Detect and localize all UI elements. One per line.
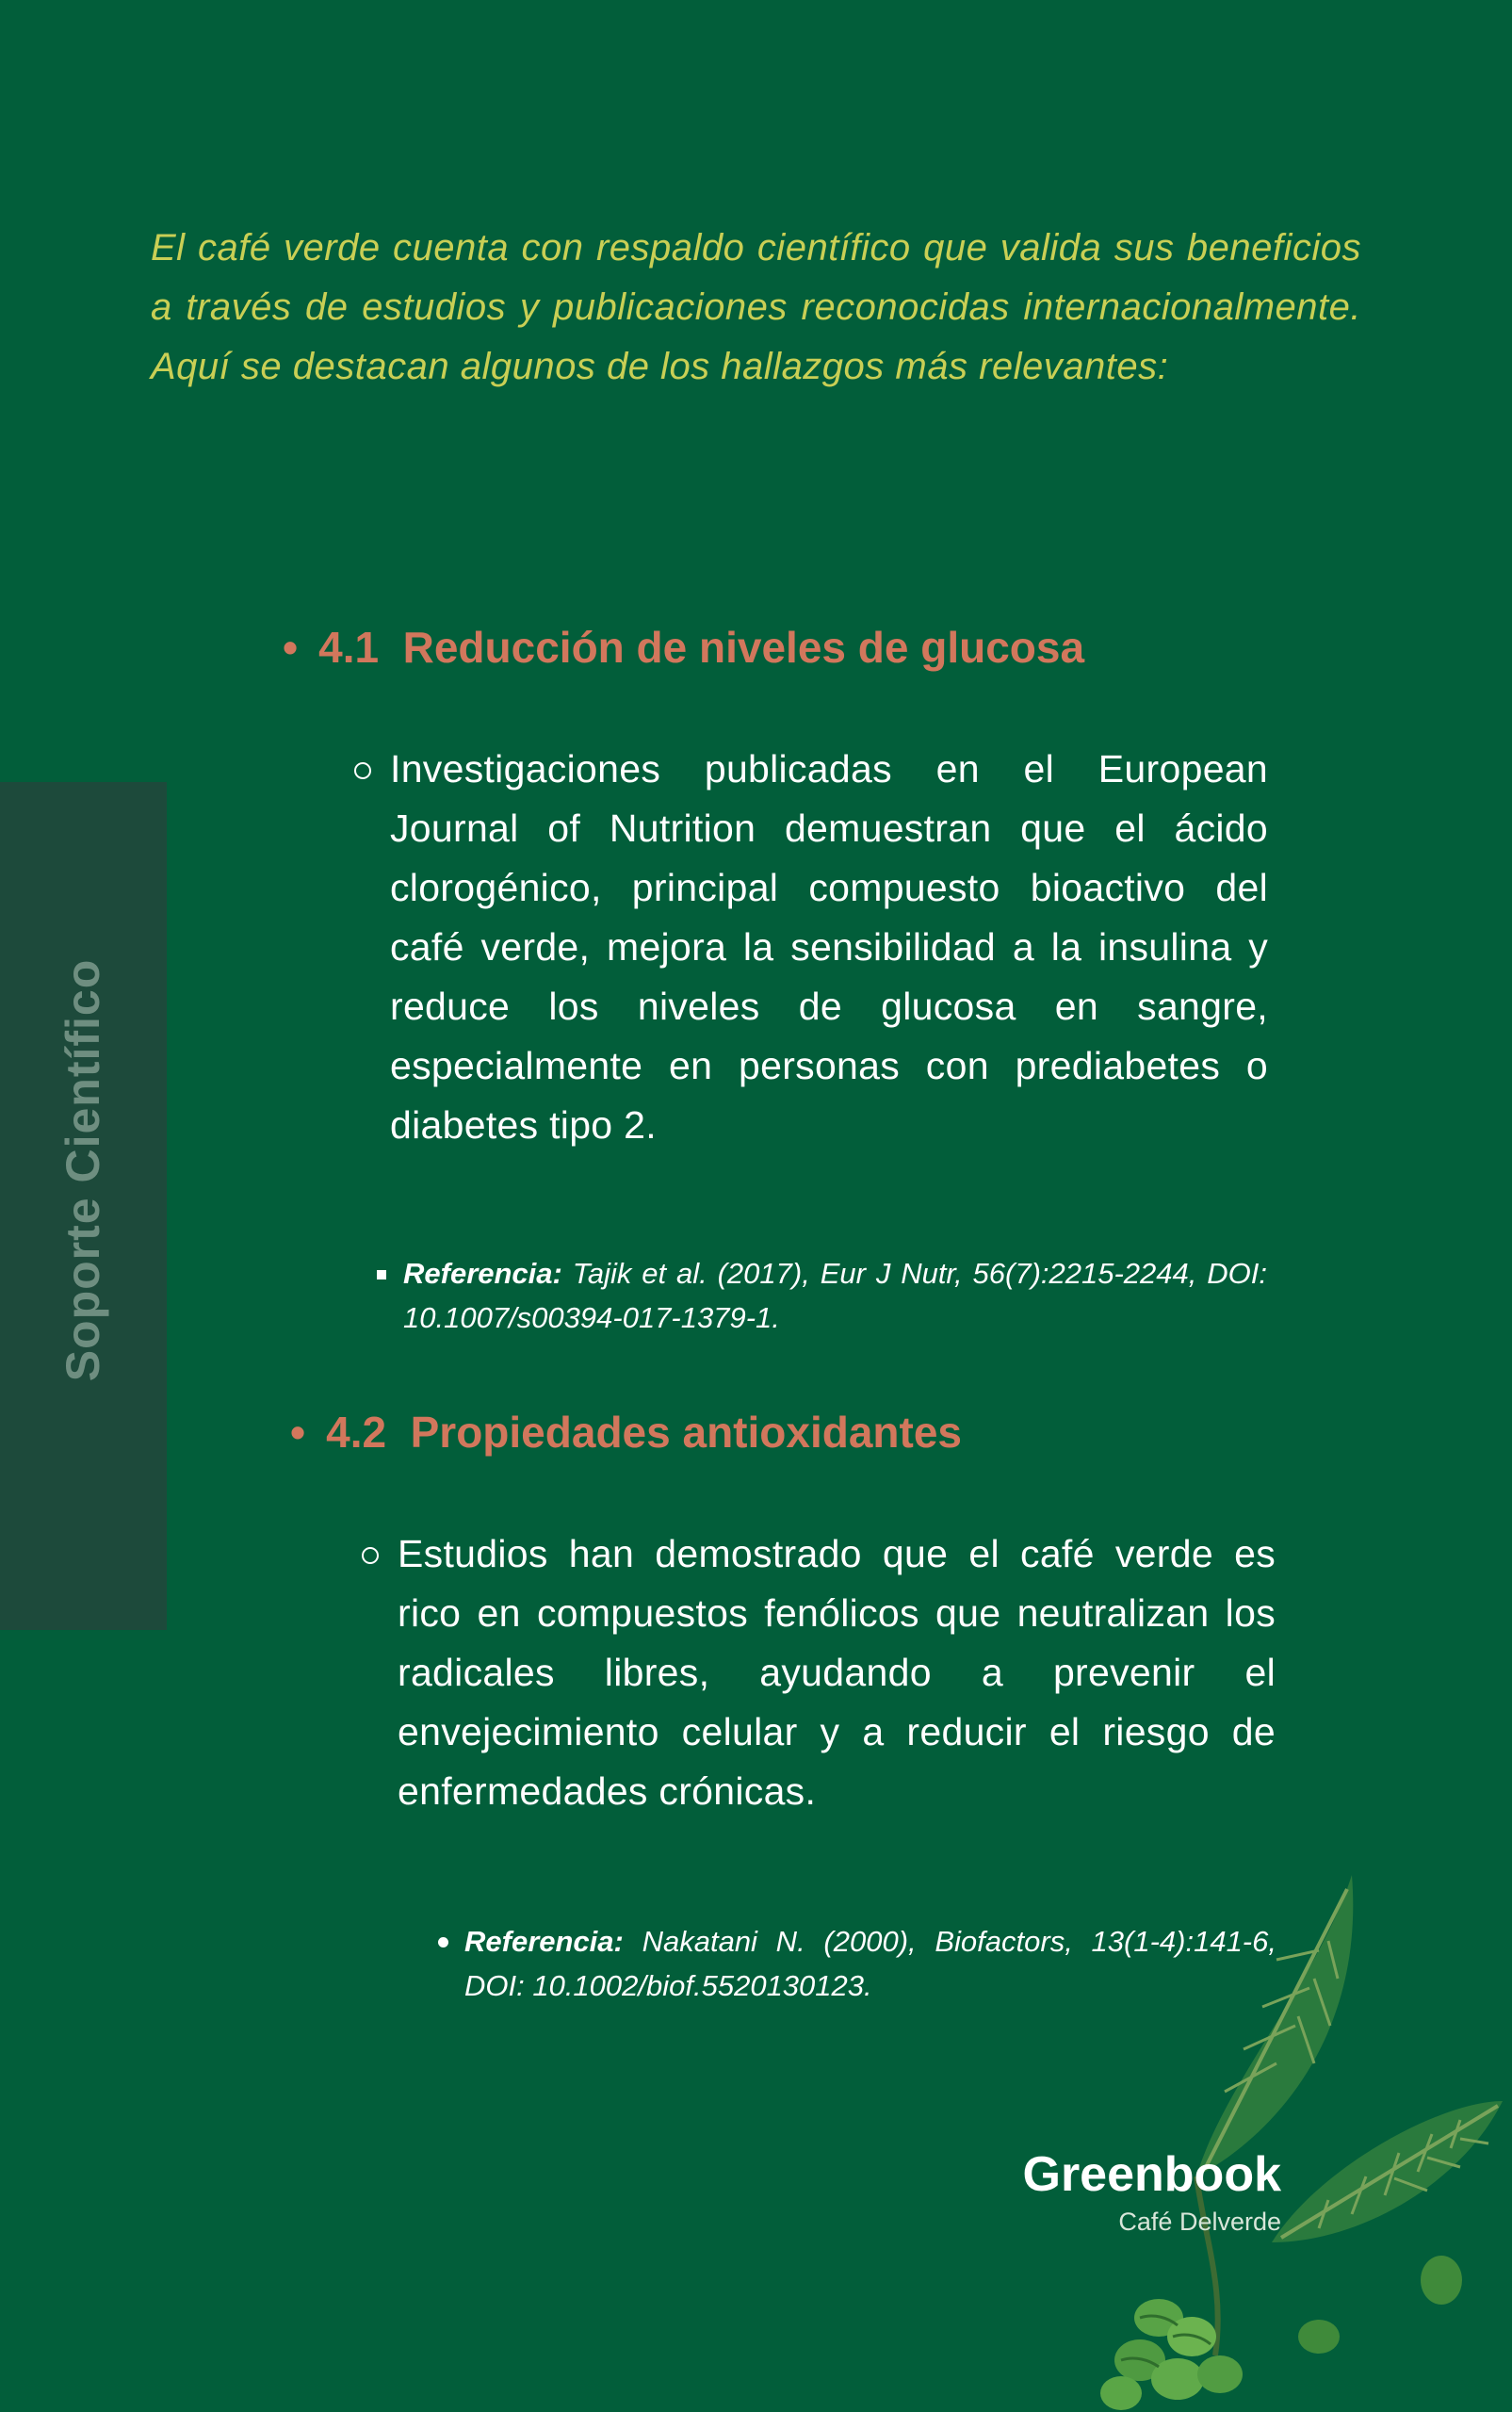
- reference-text: Nakatani N. (2000), Biofactors, 13(1-4):141-6, DOI: 10.1002/biof.5520130123.: [464, 1925, 1276, 2002]
- square-bullet: [377, 1270, 386, 1279]
- section-body-4-2: [362, 1524, 1276, 1821]
- reference-label: Referencia:: [403, 1257, 562, 1290]
- circle-bullet: [362, 1547, 379, 1564]
- brand-name: Greenbook: [1022, 2147, 1281, 2202]
- intro-paragraph: El café verde cuenta con respaldo científico que valida sus beneficios a través de estudios y publicaciones reconocidas internacionalmente. Aquí se destacan algunos de los hallazgos más relevantes:: [151, 227, 1361, 387]
- section-title: Propiedades antioxidantes: [410, 1408, 963, 1457]
- section-title: Reducción de niveles de glucosa: [402, 623, 1085, 672]
- brand-subtitle: Café Delverde: [1118, 2208, 1281, 2236]
- section-number: 4.2: [326, 1408, 387, 1457]
- reference-4-1: [377, 1251, 1267, 1340]
- leaf-icon-lower: [1272, 2101, 1503, 2242]
- circle-bullet: [354, 762, 371, 779]
- coffee-leaf-illustration: [1083, 1866, 1512, 2412]
- section-body-4-1: [354, 740, 1268, 1155]
- section-heading-4-1: [283, 622, 1084, 673]
- coffee-bean-icons: [1100, 2256, 1462, 2410]
- section-number: 4.1: [318, 623, 380, 672]
- section-heading-4-2: [290, 1407, 962, 1458]
- reference-label: Referencia:: [464, 1925, 624, 1958]
- leaf-icon-upper: [1196, 1875, 1353, 2176]
- body-text: Estudios han demostrado que el café verde es rico en compuestos fenólicos que neutralizan los radicales libres, ayudando a prevenir el envejecimiento celular y a reducir el riesgo de enfermedades crónicas.: [398, 1532, 1276, 1813]
- side-tab-label: Soporte Científico: [57, 958, 109, 1382]
- heading-bullet: •: [283, 623, 299, 672]
- reference-text: Tajik et al. (2017), Eur J Nutr, 56(7):2215-2244, DOI: 10.1007/s00394-017-1379-1.: [403, 1257, 1267, 1334]
- body-text: Investigaciones publicadas en el European Journal of Nutrition demuestran que el ácido clorogénico, principal compuesto bioactivo del café verde, mejora la sensibilidad a la insulina y reduce los niveles de glucosa en sangre, especialmente en personas con prediabetes o diabetes tipo 2.: [390, 747, 1268, 1147]
- dot-bullet: [438, 1937, 448, 1948]
- brand-block: [1023, 2146, 1282, 2239]
- heading-bullet: •: [290, 1408, 306, 1457]
